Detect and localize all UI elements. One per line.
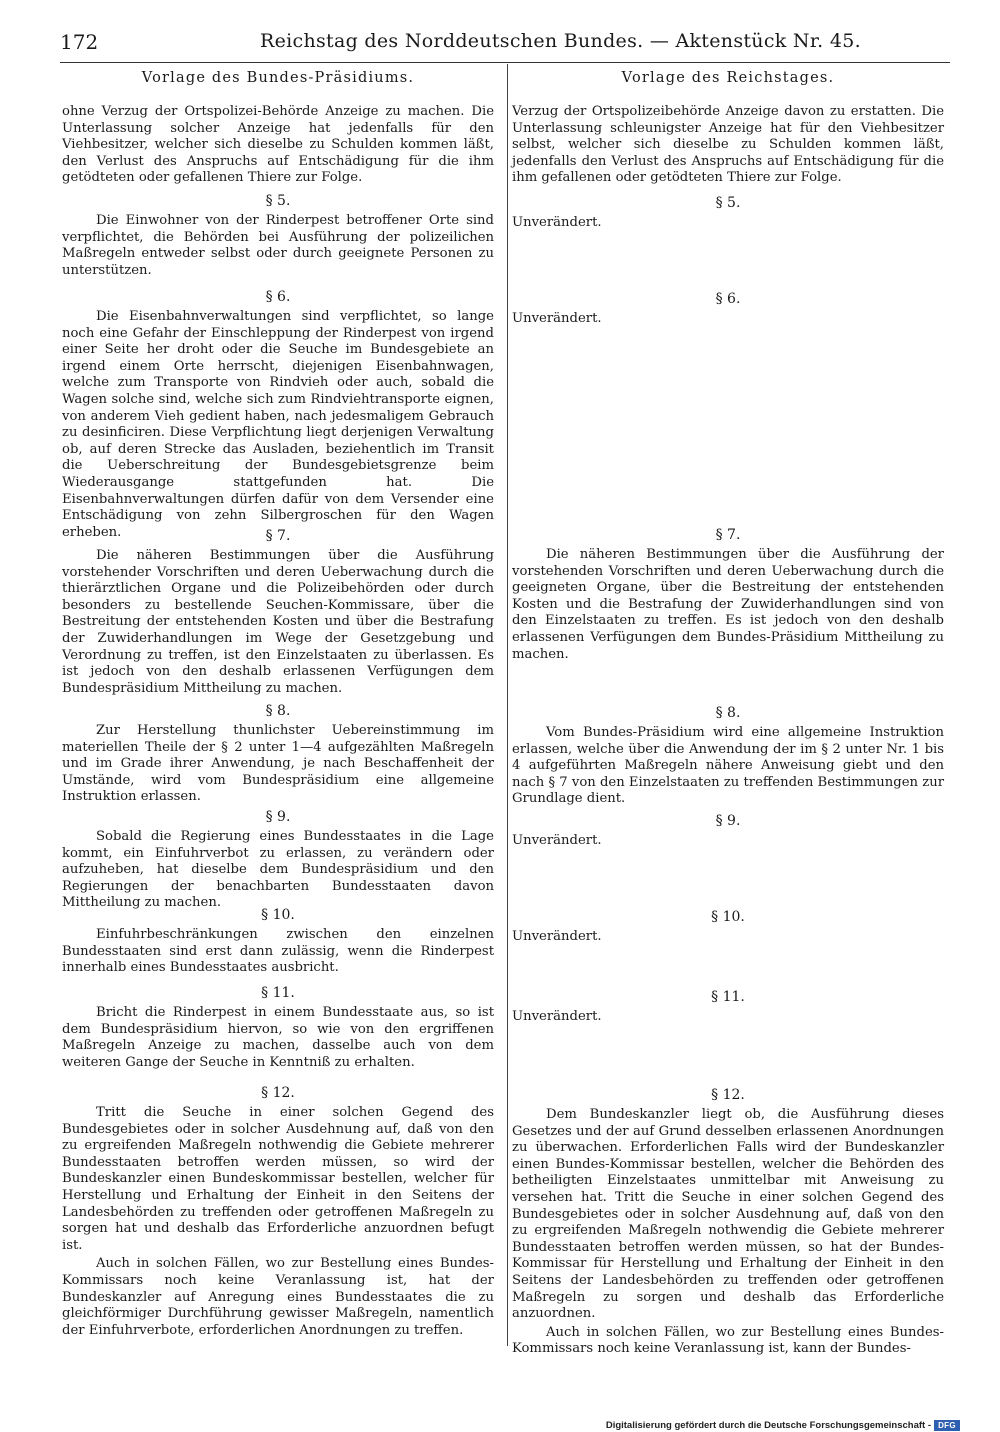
- left-intro: [62, 104, 494, 187]
- right-s10-heading: § 10.: [711, 909, 745, 925]
- right-s6-heading: § 6.: [715, 291, 741, 307]
- dfg-logo-icon: DFG: [934, 1420, 960, 1431]
- left-section-5: [62, 192, 494, 279]
- left-s10-text: Einfuhrbeschränkungen zwischen den einzelnen Bundesstaaten sind erst dann zulässig, wenn die Rinderpest innerhalb eines Bundesstaates ausbricht.: [62, 927, 494, 976]
- left-s7-text: Die näheren Bestimmungen über die Ausführung vorstehender Vorschriften und deren Ueberwachung durch die thierärztlichen Organe und die Polizeibehörden oder durch besonders zu bestellende Seuchen-Kommissare, über die Bestreitung der entstehenden Kosten und über die Bestrafung der Zuwiderhandlungen im Wege der Gesetzgebung und Verordnung zu treffen, ist den Einzelstaaten zu überlassen. Es ist jedoch von den deshalb erlassenen Verfügungen dem Bundespräsidium Mittheilung zu machen.: [62, 548, 494, 696]
- left-s6-text: Die Eisenbahnverwaltungen sind verpflichtet, so lange noch eine Gefahr der Einschleppung der Rinderpest von irgend einer Seite her droht oder die Seuche im Bundesgebiete an irgend einem Orte herrscht, diejenigen Eisenbahnwagen, welche zum Transporte von Rindvieh oder auch, sobald die Wagen solche sind, welche sich zum Rindviehtransporte eignen, von anderem Vieh gedient haben, nach jedesmaligem Gebrauch zu desinficiren. Diese Verpflichtung liegt derjenigen Verwaltung ob, auf deren Strecke das Ausladen, beziehentlich im Transit die Ueberschreitung der Bundesgebietsgrenze beim Wiederausgange stattgefunden hat. Die Eisenbahnverwaltungen dürfen dafür von dem Versender eine Entschädigung von zehn Silbergroschen für den Wagen erheben.: [62, 309, 494, 540]
- right-section-6: [512, 290, 944, 328]
- right-intro-text: Verzug der Ortspolizeibehörde Anzeige davon zu erstatten. Die Unterlassung schleunigster Anzeige hat für den Viehbesitzer selbst, welcher sich dieselbe zu Schulden kommen läßt, jedenfalls den Verlust des Anspruchs auf Entschädigung für die ihm gefallenen oder getödteten Thiere zur Folge.: [512, 104, 944, 186]
- right-s12-text-2: Auch in solchen Fällen, wo zur Bestellung eines Bundes-Kommissars noch keine Veranlassung ist, kann der Bundes-: [512, 1324, 944, 1357]
- right-s7-heading: § 7.: [715, 527, 741, 543]
- left-s12-text-2: Auch in solchen Fällen, wo zur Bestellung eines Bundes-Kommissars noch keine Veranlassung ist, hat der Bundeskanzler auf Anregung eines Bundesstaates die zu gleichförmiger Durchführung gewisser Maßregeln, namentlich der Einfuhrverbote, erforderlichen Anordnungen zu treffen.: [62, 1256, 494, 1338]
- right-section-9: [512, 812, 944, 850]
- right-s8-text: Vom Bundes-Präsidium wird eine allgemeine Instruktion erlassen, welche über die Anwendung der im § 2 unter Nr. 1 bis 4 aufgeführten Maßregeln nähere Anweisung giebt und den nach § 7 von den Einzelstaaten zu treffenden Bestimmungen zur Grundlage dient.: [512, 725, 944, 807]
- right-s5-heading: § 5.: [715, 195, 741, 211]
- right-s12-heading: § 12.: [711, 1087, 745, 1103]
- header-rule: [60, 62, 950, 63]
- left-s11-heading: § 11.: [261, 985, 295, 1001]
- left-section-11: [62, 984, 494, 1071]
- left-s12-heading: § 12.: [261, 1085, 295, 1101]
- right-s11-text: Unverändert.: [512, 1009, 602, 1024]
- left-column-title: Vorlage des Bundes-Präsidiums.: [141, 70, 415, 86]
- left-s8-text: Zur Herstellung thunlichster Uebereinstimmung im materiellen Theile der § 2 unter 1—4 aufgezählten Maßregeln und im Grade ihrer Anwendung, je nach Beschaffenheit der Umstände, wird vom Bundespräsidium eine allgemeine Instruktion erlassen.: [62, 723, 494, 805]
- left-column: [62, 70, 494, 1338]
- right-section-11: [512, 988, 944, 1026]
- right-section-7: [512, 526, 944, 663]
- running-title: Reichstag des Norddeutschen Bundes. — Aktenstück Nr. 45.: [260, 30, 861, 52]
- column-divider: [507, 64, 508, 1346]
- right-s11-heading: § 11.: [711, 989, 745, 1005]
- right-section-5: [512, 194, 944, 232]
- right-s9-heading: § 9.: [715, 813, 741, 829]
- right-column: [512, 70, 944, 1357]
- right-intro: [512, 104, 944, 187]
- left-s11-text: Bricht die Rinderpest in einem Bundesstaate aus, so ist dem Bundespräsidium hiervon, so wie von den ergriffenen Maßregeln Anzeige zu machen, dasselbe auch von dem weiteren Gange der Seuche in Kenntniß zu erhalten.: [62, 1005, 494, 1070]
- right-s10-text: Unverändert.: [512, 929, 602, 944]
- left-s12-text-1: Tritt die Seuche in einer solchen Gegend des Bundesgebietes oder in solcher Ausdehnung auf, daß von den zu ergreifenden Maßregeln nothwendig die Gebiete mehrerer Bundesstaaten betroffen werden müssen, so wird der Bundeskanzler einen Bundeskommissar bestellen, welcher für Herstellung und Erhaltung der Einheit in den Seitens der Landesbehörden zu treffenden oder getroffenen Maßregeln zu sorgen hat und deshalb das Erforderliche anzuordnen befugt ist.: [62, 1105, 494, 1253]
- left-s9-heading: § 9.: [265, 809, 291, 825]
- left-intro-text: ohne Verzug der Ortspolizei-Behörde Anzeige zu machen. Die Unterlassung solcher Anzeige hat jedenfalls für den Viehbesitzer, welcher sich dieselbe zu Schulden kommen läßt, den Verlust des Anspruchs auf Entschädigung für die ihm getödteten oder gefallenen Thiere zur Folge.: [62, 104, 494, 186]
- right-section-10: [512, 908, 944, 946]
- left-s9-text: Sobald die Regierung eines Bundesstaates in die Lage kommt, ein Einfuhrverbot zu erlassen, zu verändern oder aufzuheben, hat dieselbe dem Bundespräsidium und den Regierungen der benachbarten Bundesstaaten davon Mittheilung zu machen.: [62, 829, 494, 911]
- right-s12-text-1: Dem Bundeskanzler liegt ob, die Ausführung dieses Gesetzes und der auf Grund desselben erlassenen Anordnungen zu überwachen. Erforderlichen Falls wird der Bundeskanzler einen Bundes-Kommissar bestellen, welcher die Behörden des betheiligten Einzelstaates unmittelbar mit Anweisung zu versehen hat. Tritt die Seuche in einer solchen Gegend des Bundesgebietes oder in solcher Ausdehnung auf, daß von den zu ergreifenden Maßregeln nothwendig die Gebiete mehrerer Bundesstaaten betroffen werden müssen, so hat der Bundes-Kommissar für Herstellung und Erhaltung der Einheit in den Seitens der Landesbehörden zu treffenden oder getroffenen Maßregeln zu sorgen und deshalb das Erforderliche anzuordnen.: [512, 1107, 944, 1322]
- page-number: 172: [60, 30, 99, 54]
- right-s6-text: Unverändert.: [512, 311, 602, 326]
- page-header: [60, 30, 960, 60]
- right-section-12: [512, 1086, 944, 1358]
- left-s6-heading: § 6.: [265, 289, 291, 305]
- left-section-7: [62, 527, 494, 697]
- right-s7-text: Die näheren Bestimmungen über die Ausführung der vorstehenden Vorschriften und deren Ueberwachung durch die geeigneten Organe, über die Bestreitung der entstehenden Kosten und die Bestrafung der Zuwiderhandlungen sind von den Einzelstaaten zu treffen. Es ist jedoch von den deshalb erlassenen Verfügungen dem Bundes-Präsidium Mittheilung zu machen.: [512, 547, 944, 662]
- left-s10-heading: § 10.: [261, 907, 295, 923]
- left-section-12: [62, 1084, 494, 1339]
- left-section-9: [62, 808, 494, 912]
- left-section-8: [62, 702, 494, 806]
- left-section-10: [62, 906, 494, 977]
- right-s8-heading: § 8.: [715, 705, 741, 721]
- right-section-8: [512, 704, 944, 808]
- left-s8-heading: § 8.: [265, 703, 291, 719]
- right-column-title: Vorlage des Reichstages.: [621, 70, 835, 86]
- right-s5-text: Unverändert.: [512, 215, 602, 230]
- credit-text: Digitalisierung gefördert durch die Deutsche Forschungsgemeinschaft -: [605, 1419, 931, 1431]
- left-s5-heading: § 5.: [265, 193, 291, 209]
- digitization-credit: [606, 1418, 960, 1432]
- left-s5-text: Die Einwohner von der Rinderpest betroffener Orte sind verpflichtet, die Behörden bei Ausführung der polizeilichen Maßregeln entweder selbst oder durch geeignete Personen zu unterstützen.: [62, 213, 494, 278]
- left-section-6: [62, 288, 494, 541]
- left-s7-heading: § 7.: [265, 528, 291, 544]
- right-s9-text: Unverändert.: [512, 833, 602, 848]
